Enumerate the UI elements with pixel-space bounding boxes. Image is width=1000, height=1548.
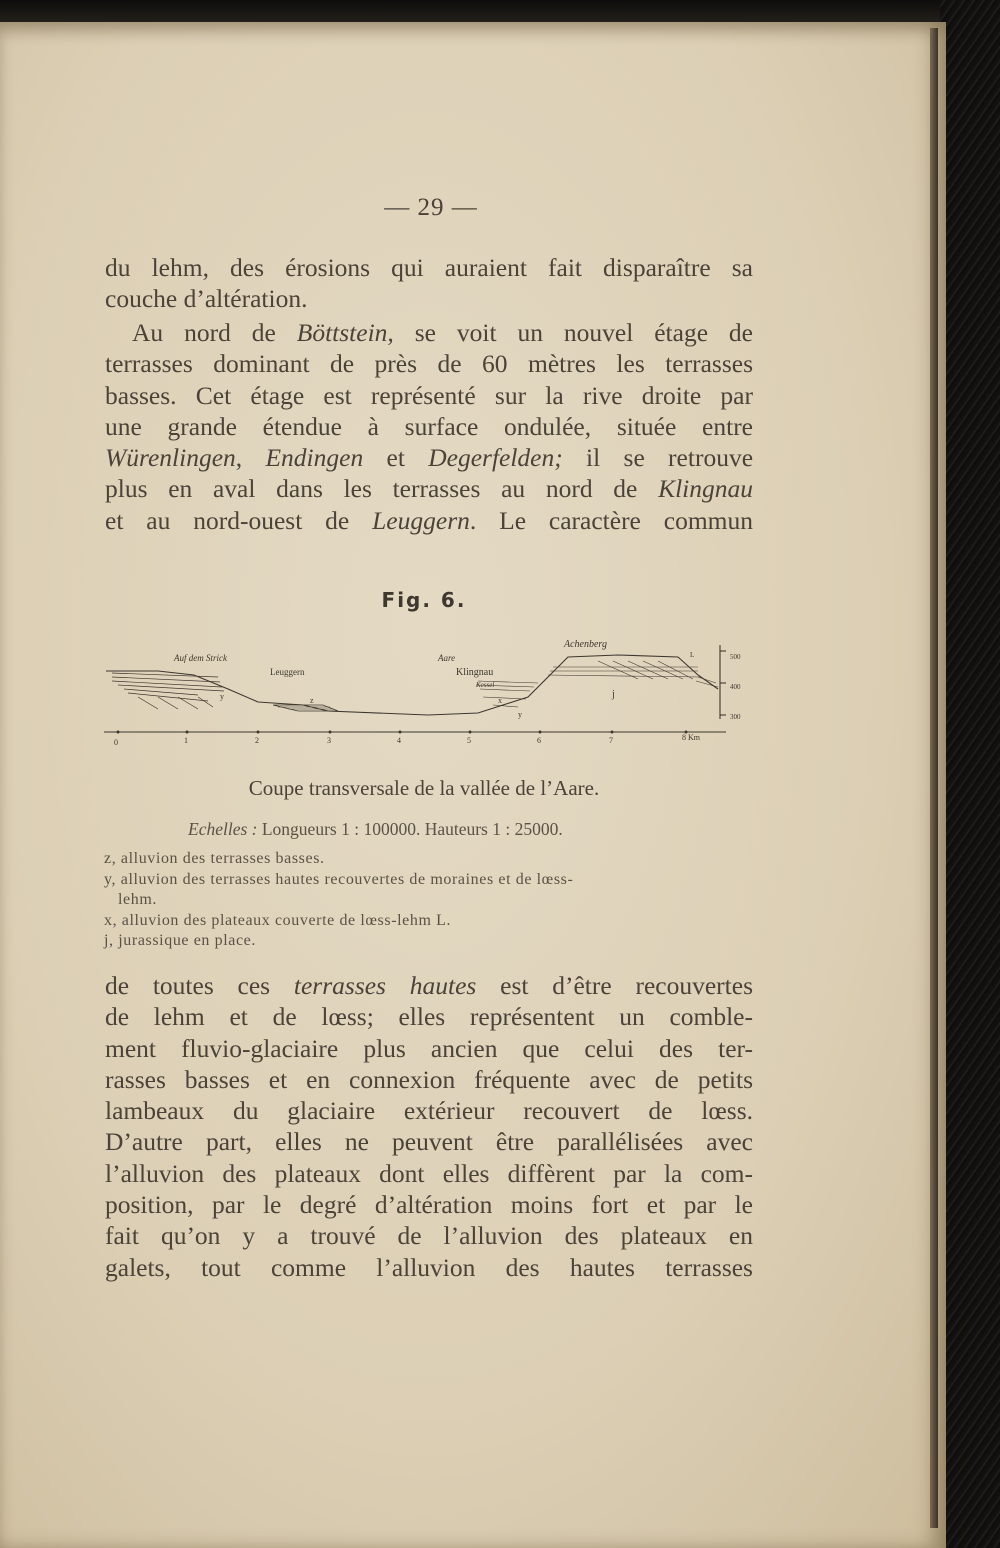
- scales-label: Echelles :: [188, 819, 258, 839]
- legend-item: z, alluvion des terrasses basses.: [104, 850, 325, 867]
- paragraph-1: [105, 252, 753, 315]
- text-line: et au nord-ouest de Leuggern. Le caractère commun: [105, 505, 753, 535]
- paragraph-2: [105, 317, 753, 536]
- label-y: y: [518, 710, 522, 719]
- text-line: plus en aval dans les terrasses au nord de Klingnau: [105, 474, 753, 504]
- figure-legend: [104, 849, 764, 952]
- text-line: rasses basses et en connexion fréquente avec de petits: [105, 1064, 753, 1094]
- label-x: x: [498, 696, 502, 705]
- km-label: 0: [114, 738, 118, 745]
- text-line: position, par le degré d’altération moins fort et par le: [105, 1190, 753, 1220]
- text-line: l’alluvion des plateaux dont elles diffèrent par la com-: [105, 1158, 753, 1188]
- figure-title: Fig. 6.: [381, 588, 467, 612]
- km-tick: [117, 731, 120, 734]
- km-tick: [329, 731, 332, 734]
- text-line: D’autre part, elles ne peuvent être parallélisées avec: [105, 1127, 753, 1157]
- text-line: de lehm et de lœss; elles représentent un comble-: [105, 1002, 753, 1032]
- valley-cross-section-diagram: [98, 627, 758, 745]
- height-tick-400: 400: [730, 683, 741, 691]
- text-line: galets, tout comme l’alluvion des hautes terrasses: [105, 1252, 753, 1282]
- figure-caption: Coupe transversale de la vallée de l’Aare.: [248, 776, 600, 800]
- scales-text: Longueurs 1 : 100000. Hauteurs 1 : 25000.: [257, 819, 563, 839]
- km-tick: [257, 731, 260, 734]
- text-line: Au nord de Böttstein, se voit un nouvel étage de: [132, 318, 753, 347]
- legend-item: j, jurassique en place.: [104, 932, 256, 949]
- text-line: fait qu’on y a trouvé de l’alluvion des plateaux en: [105, 1221, 753, 1251]
- text-line: une grande étendue à surface ondulée, située entre: [105, 411, 753, 441]
- label-aare: Aare: [438, 653, 456, 663]
- book-page: [0, 22, 946, 1548]
- page-gilt-edge: [930, 28, 938, 1528]
- legend-item: y, alluvion des terrasses hautes recouvertes de moraines et de lœss-: [104, 870, 574, 888]
- text-line: ment fluvio-glaciaire plus ancien que celui des ter-: [105, 1033, 753, 1063]
- label-klingnau: Klingnau: [456, 667, 494, 678]
- page-number: — 29 —: [384, 194, 478, 221]
- text-line: lambeaux du glaciaire extérieur recouvert de lœss.: [105, 1096, 753, 1126]
- label-j: j: [612, 689, 615, 700]
- book-binding: [940, 0, 1000, 1548]
- km-label: 2: [255, 736, 259, 745]
- km-tick: [186, 731, 189, 734]
- text-line: du lehm, des érosions qui auraient fait disparaître sa: [105, 253, 753, 282]
- km-label: 6: [537, 736, 541, 745]
- km-label: 4: [397, 736, 401, 745]
- km-label: 3: [327, 736, 331, 745]
- text-line: de toutes ces terrasses hautes est d’être recouvertes: [105, 971, 753, 1000]
- height-tick-500: 500: [730, 653, 741, 661]
- label-achenberg: Achenberg: [564, 639, 607, 650]
- ground-profile: [106, 655, 718, 715]
- figure-scales: [188, 819, 563, 840]
- hatch-right: [476, 661, 718, 707]
- km-label: 1: [184, 736, 188, 745]
- legend-item: lehm.: [118, 891, 157, 908]
- label-z: z: [310, 696, 314, 705]
- km-label: 7: [609, 736, 613, 745]
- text-line: basses. Cet étage est représenté sur la rive droite par: [105, 380, 753, 410]
- km-tick: [399, 731, 402, 734]
- text-line: couche d’altération.: [105, 284, 308, 314]
- text-line: Würenlingen, Endingen et Degerfelden; il se retrouve: [105, 443, 754, 473]
- km-tick: [539, 731, 542, 734]
- label-y: y: [220, 692, 224, 701]
- legend-item: x, alluvion des plateaux couverte de lœss-lehm L.: [104, 911, 452, 929]
- text-line: terrasses dominant de près de 60 mètres les terrasses: [105, 349, 753, 379]
- paragraph-3: [105, 970, 753, 1283]
- hatch-left: [112, 673, 224, 709]
- km-tick: [469, 731, 472, 734]
- km-label: 5: [467, 736, 471, 745]
- height-tick-300: 300: [730, 713, 741, 721]
- label-kessel: Kessel: [476, 681, 495, 689]
- km-tick: [611, 731, 614, 734]
- label-leuggern: Leuggern: [270, 667, 305, 677]
- label-auf-dem-strick: Auf dem Strick: [174, 653, 227, 663]
- label-L: L: [690, 651, 695, 659]
- km-label: 8 Km: [682, 733, 700, 742]
